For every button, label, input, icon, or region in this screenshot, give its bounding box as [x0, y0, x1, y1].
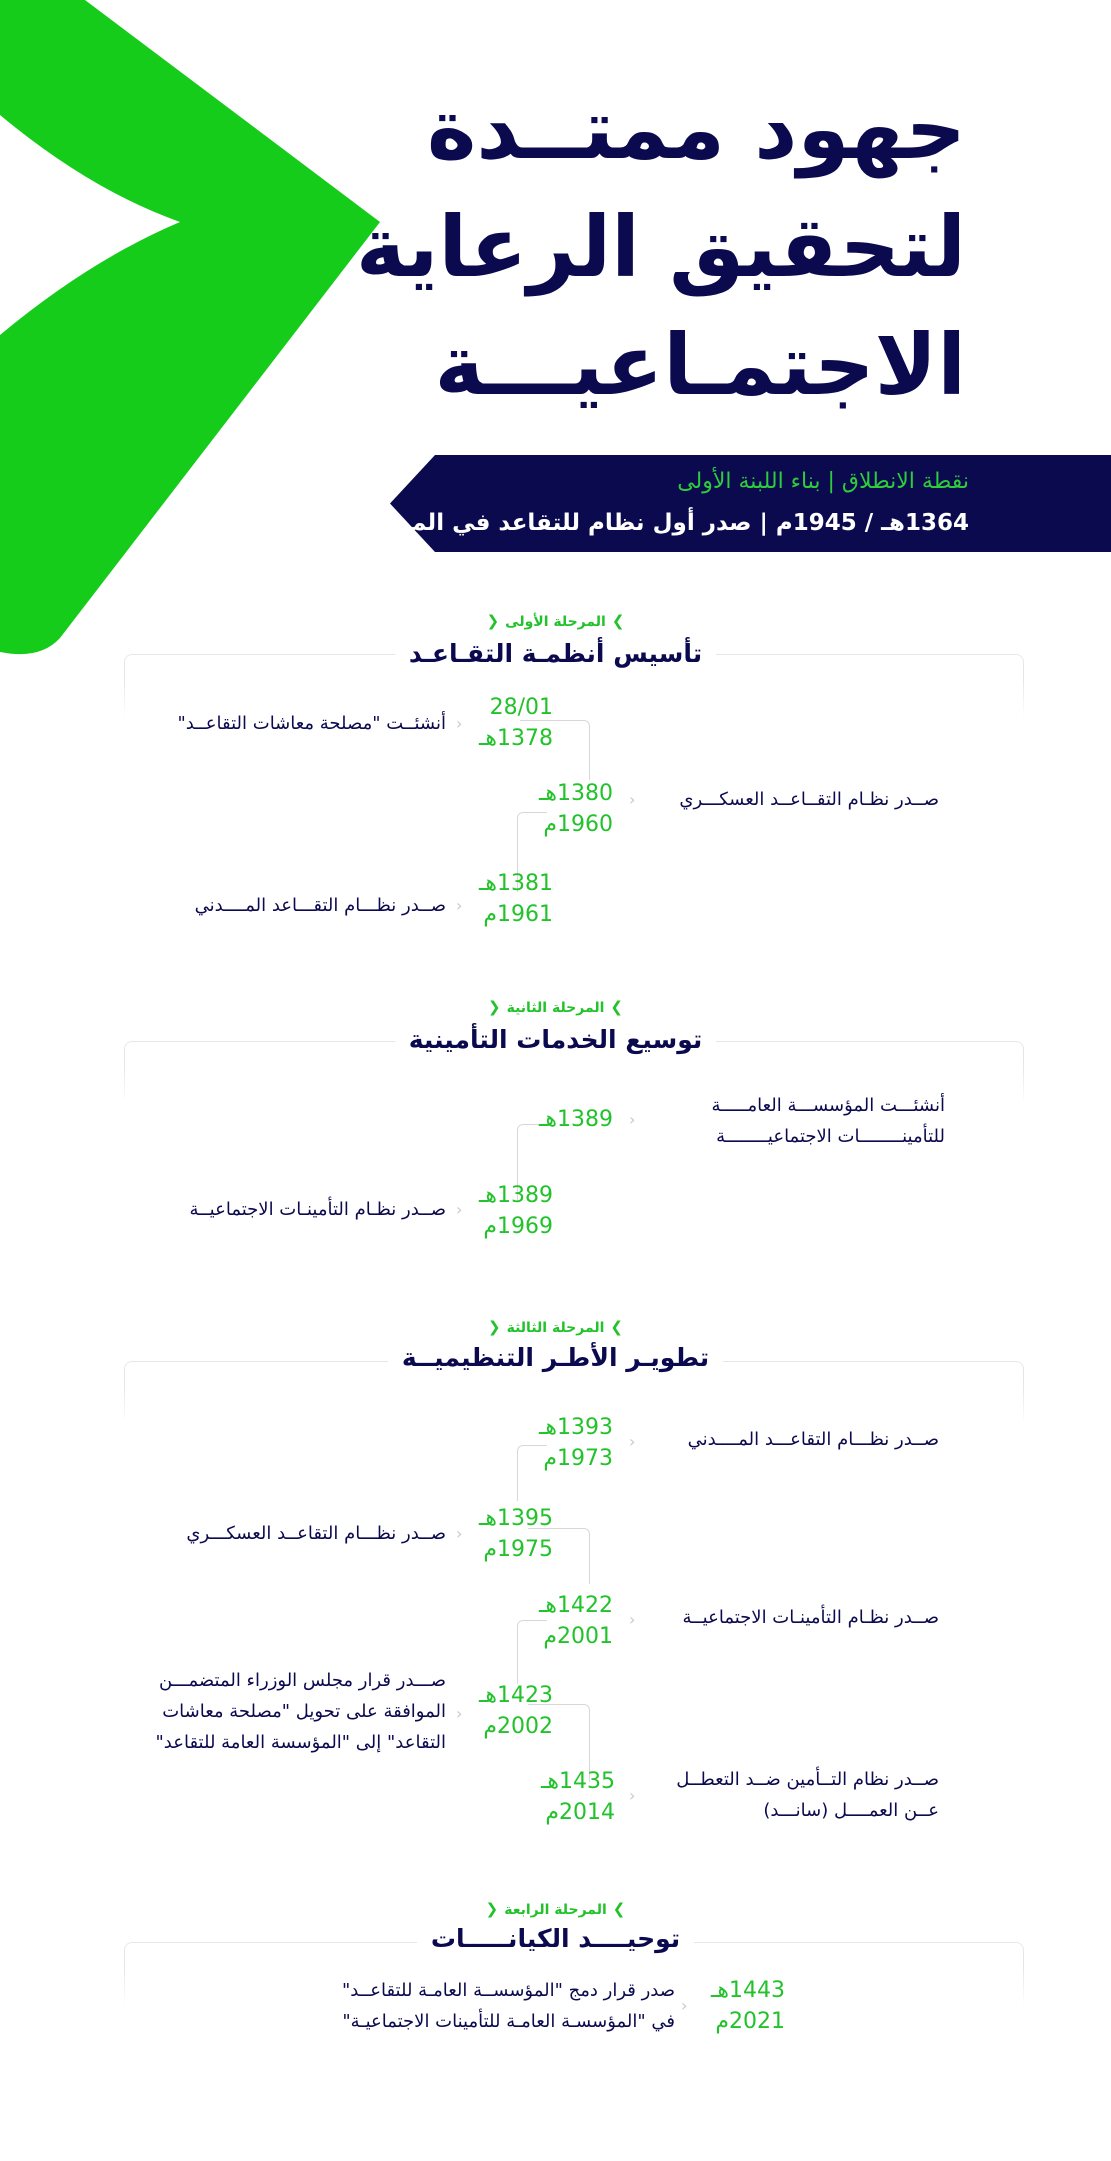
- event-text: صدر قرار دمج "المؤسســة العامـة للتقاعــد" في "المؤسسـة العامـة للتأمينات الاجتماعيـة": [341, 1980, 675, 2032]
- event-date: 1395هـ 1975م: [478, 1506, 553, 1562]
- event-date: 1393هـ 1973م: [538, 1415, 613, 1471]
- chevron-left-icon: ❮: [485, 1900, 499, 1918]
- phase-3-title: تطويـر الأطـر التنظيميــة: [0, 1340, 1111, 1376]
- event-date: 1389هـ 1969م: [478, 1183, 553, 1239]
- event-text: صــدر نظـــام التقاعــد العسكـــري: [186, 1523, 446, 1544]
- phase-2-title: توسيع الخدمات التأمينية: [0, 1022, 1111, 1058]
- chevron-left-icon: ❮: [486, 612, 500, 630]
- phase-1-label: ❯المرحلة الأولى❮: [486, 612, 625, 630]
- title-line-3: الاجتمـاعيـــة: [434, 316, 966, 414]
- title-line-1: جهود ممتــدة: [426, 80, 966, 178]
- event-text: صــدر نظـام التقــاعــد العسكـــري: [679, 789, 939, 810]
- event-date: 28/01 1378هـ: [478, 695, 553, 751]
- event-date: 1389هـ: [538, 1107, 613, 1132]
- event-text: صــدر نظـــام التقـــاعد المــــدني: [194, 895, 446, 916]
- event-date: 1422هـ 2001م: [538, 1593, 613, 1649]
- event-date: 1381هـ 1961م: [478, 871, 553, 927]
- chevron-left-icon: ‹: [456, 1200, 463, 1219]
- event-date: 1380هـ 1960م: [538, 781, 613, 837]
- event-text: أنشئـــت المؤسســـة العامـــــة للتأمينــــــــات الاجتماعيــــــــة: [711, 1095, 945, 1147]
- chevron-right-icon: ❯: [610, 1318, 623, 1336]
- event-text: صــدر نظـام التأمينـات الاجتماعيــة: [189, 1199, 446, 1220]
- chevron-right-icon: ‹: [629, 1610, 636, 1629]
- chevron-right-icon: ❯: [611, 612, 625, 630]
- page-title: [355, 70, 966, 424]
- phase-4-label: ❯المرحلة الرابعة❮: [485, 1900, 626, 1918]
- event-date: 1443هـ 2021م: [710, 1978, 785, 2034]
- chevron-right-icon: ‹: [629, 1786, 636, 1805]
- chevron-left-icon: ‹: [456, 1524, 463, 1543]
- banner-subtitle: نقطة الانطلاق | بناء اللبنة الأولى: [677, 469, 969, 494]
- phase-4-title: توحيــــد الكيانـــــات: [0, 1921, 1111, 1957]
- event-text: صــدر نظام التــأمين ضــد التعطــل عــن العمــــل (سانـــد): [676, 1769, 939, 1821]
- title-line-2: لتحقيق الرعاية: [355, 198, 966, 296]
- event-date: 1423هـ 2002م: [478, 1683, 553, 1739]
- phase-2-label: ❯المرحلة الثانية❮: [488, 998, 623, 1016]
- banner-main-text: 1364هـ / 1945م | صدر أول نظام للتقاعد في المملكة: [360, 510, 969, 536]
- chevron-left-icon: ‹: [456, 1704, 463, 1723]
- chevron-left-icon: ‹: [456, 896, 463, 915]
- chevron-left-icon: ‹: [681, 1996, 688, 2015]
- chevron-right-icon: ‹: [629, 790, 636, 809]
- brand-chevron-shape-icon: [0, 0, 400, 660]
- chevron-right-icon: ❯: [612, 1900, 626, 1918]
- chevron-right-icon: ‹: [629, 1432, 636, 1451]
- phase-1-title: تأسيس أنظمـة التقـاعـد: [0, 636, 1111, 672]
- event-text: صــدر نظـام التأمينـات الاجتماعيــة: [682, 1607, 939, 1628]
- chevron-left-icon: ‹: [456, 714, 463, 733]
- event-text: أنشئــت "مصلحة معاشات التقاعــد": [177, 713, 446, 734]
- chevron-left-icon: ❮: [488, 998, 501, 1016]
- event-text: صـــدر قرار مجلس الوزراء المتضمـــن الموافقة على تحويل "مصلحة معاشات التقاعد" إلى "المؤسسة العامة للتقاعد": [155, 1670, 446, 1753]
- chevron-right-icon: ❯: [610, 998, 623, 1016]
- phase-3-label: ❯المرحلة الثالثة❮: [488, 1318, 623, 1336]
- chevron-right-icon: ‹: [629, 1110, 636, 1129]
- event-date: 1435هـ 2014م: [540, 1769, 615, 1825]
- event-text: صــدر نظـــام التقاعـــد المــــدني: [687, 1429, 939, 1450]
- chevron-left-icon: ❮: [488, 1318, 501, 1336]
